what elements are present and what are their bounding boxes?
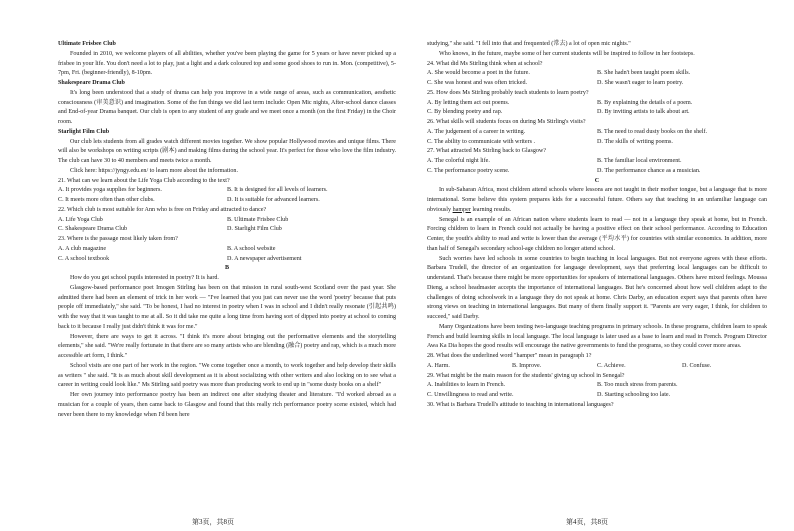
question-23: 23. Where is the passage most likely taken from? [58, 236, 178, 242]
passage-c-paragraph-2: Senegal is an example of an African nation where students learn to read — not in a language they speak at home, but in French. Forcing children to learn in French could not actually be having a positive effect on their school performance. According to Education Center, the youth's ability to read and write is lower than the average (平均水平) for countries with similar economics. In addition, more than half of Senegal's secondary school-age children no longer attend school. [427, 216, 767, 252]
passage-b-paragraph-4: School visits are one part of her work in the region. "We come together once a month, to work together and help develop their skills as writers " she said. "It is as much about skill development as it is about socializing with other writers and also locking on to see what a career in writing could look like." Ms Stirling said poetry was more than producing work to end up in "some dusty books on a shelf" [58, 362, 396, 389]
option-22c: C. Shakespeare Drama Club [58, 226, 128, 233]
option-22d: D. Starlight Film Club [227, 226, 282, 233]
page-number-right: 第4页，共8页 [566, 518, 608, 526]
question-22: 22. Which club is most suitable for Ann who is free on Friday and attracted to dance? [58, 206, 267, 213]
option-27c: C. The performance poetry scene. [427, 167, 510, 174]
option-21b: B. It is designed for all levels of learners. [227, 187, 328, 194]
question-21-options [58, 186, 396, 206]
club3-title: Starlight Film Club [58, 128, 110, 135]
option-24b: B. She hadn't been taught poem skills. [597, 70, 691, 77]
option-28d: D. Confuse. [682, 362, 712, 369]
option-25a: A. By letting them act out poems. [427, 99, 510, 106]
question-29-options [427, 381, 767, 401]
passage-c-paragraph-1-text: In sub-Saharan Africa, most children attend schools where lessons are not taught in their mother tongue, but a language that is more international. Some believe this system prepares kids for a successful future. Others say that teaching in an unfamiliar language can obviously [427, 187, 767, 213]
option-24a: A. She would become a poet in the future. [427, 70, 530, 77]
option-27a: A. The colorful night life. [427, 158, 490, 164]
club1-text: Founded in 2010, we welcome players of all abilities, whether you've been playing the game for 5 years or have never picked up a frisbee in your life. You don't need a lot to play, just a light and a dark coloured top and some good shoes to run in. Mon. (competitive), 5-7pm, Fri. (beginner-friendly), 8-10pm. [58, 50, 396, 77]
option-28a: A. Harm. [427, 362, 450, 369]
option-23d: D. A newspaper advertisement [227, 255, 302, 262]
option-23c: C. A school textbook [58, 255, 110, 262]
passage-b-paragraph-3: However, there are ways to get it across. "I think it's more about bringing out the performative elements and the storytelling elements," she said. "We're really fortunate in that there are so many artists who are blending (融合) poetry and rap, which is a much more accessible art form, I think." [58, 333, 396, 359]
passage-c-paragraph-4: Many Organizations have been testing two-language teaching programs in primary schools. In these programs, children learn to speak French and build learning skills in local language. The local language is later used as a base to learn and read in French. Program Director Awa Ka Dia hopes the good results will encourage the native governments to fund the programs, so they could cover more areas. [427, 323, 767, 350]
option-22b: B. Ultimate Frisbee Club [227, 216, 289, 223]
question-24: 24. What did Ms Stirling think when at school? [427, 60, 543, 67]
question-30: 30. What is Barbara Trudell's attitude to teaching in international languages? [427, 401, 614, 408]
option-21a: A. It provides yoga supplies for beginners. [58, 187, 162, 194]
option-25c: C. By blending poetry and rap. [427, 109, 503, 116]
question-25-options [427, 99, 767, 119]
question-27-options [427, 157, 767, 177]
question-27: 27. What attracted Ms Stirling back to Glasgow? [427, 148, 547, 155]
passage-b-paragraph-5-continued: studying," she said. "I fell into that and frequented (常去) a lot of open mic nights." [427, 41, 631, 47]
option-22a: A. Life Yoga Club [58, 216, 103, 223]
left-page-column [58, 40, 396, 420]
underlined-word-hamper: hamper [452, 206, 471, 213]
question-24-options [427, 69, 767, 89]
question-25: 25. How does Ms Stirling probably teach students to learn poetry? [427, 89, 589, 96]
option-29b: B. Too much stress from parents. [597, 382, 678, 389]
passage-b-paragraph-5: Her own journey into performance poetry has been an indirect one after studying theater and literature. "I'd worked abroad as a musician for a couple of years, then came back to Glasgow and found that this really rich performance poetry scene existed, which had never been there to my knowledge when I'd been here [58, 392, 396, 418]
question-22-options [58, 216, 396, 236]
question-21: 21. What can we learn about the Life Yoga Club according to the text? [58, 177, 230, 184]
option-27b: B. The familiar local environment. [597, 158, 682, 164]
passage-c-paragraph-3: Such worries have led schools in some countries to begin teaching in local languages. But not everyone agrees with these efforts. Barbara Trudell, the director of an organization for language development, says that preferring local languages can be difficult to understand. That's because there might be more opportunities for speakers of international languages. Others have mixed feelings. Moussa Dieng, a school headmaster accepts the importance of international languages. But he's concerned about how well children adapt to the challenges of doing schoolwork in a language they do not speak at home. Chris Darby, an education expert says that parents often have strong views on teaching in international languages. But many of them finally support it. "Parents are very eager, I think, for children to succeed," said Darby. [427, 255, 767, 320]
option-26b: B. The need to read dusty books on the shelf. [597, 128, 708, 135]
option-26a: A. The judgement of a career in writing. [427, 128, 526, 135]
passage-c-paragraph-1 [427, 186, 767, 215]
option-23a: A. A club magazine [58, 245, 107, 252]
club2-title: Shakespeare Drama Club [58, 80, 125, 86]
page-number-left: 第3页，共8页 [192, 518, 234, 526]
question-28: 28. What does the underlined word "hamper" mean in paragraph 1? [427, 353, 592, 359]
club2-text: It's long been understood that a study of drama can help you improve in a wide range of areas, such as communication, aesthetic consciousness (审美意识) and imagination. Some of the fun things we did last term include: Open Mic nights, After-school dance classes and End-of-year Drama banquet. Our club is open to any student of any grade and we meet once a month (on the first Friday) in the Choir room. [58, 89, 396, 125]
option-26c: C. The ability to communicate with writers . [427, 138, 536, 145]
option-25b: B. By explaining the details of a poem. [597, 99, 693, 106]
club1-title: Ultimate Frisbee Club [58, 41, 116, 47]
option-28b: B. Improve. [512, 362, 542, 369]
option-29c: C. Unwillingness to read and write. [427, 392, 514, 398]
club-link-text: Click here: https://jyngy.edu.en/ to learn more about the information. [70, 167, 238, 174]
option-28c: C. Achieve. [597, 362, 626, 369]
option-24d: D. She wasn't eager to learn poetry. [597, 80, 684, 86]
passage-c-paragraph-1-end: learning results. [470, 206, 512, 213]
question-23-options [58, 245, 396, 265]
question-26: 26. What skills will students focus on during Ms Stirling's visits? [427, 119, 586, 125]
option-29d: D. Starting schooling too late. [597, 392, 671, 398]
option-21d: D. It is suitable for advanced learners. [227, 197, 320, 203]
option-27d: D. The performance chance as a musician. [597, 167, 701, 174]
option-25d: D. By inviting artists to talk about art. [597, 109, 690, 116]
passage-b-paragraph-6: Who knows, in the future, maybe some of her current students will be inspired to follow in her footsteps. [439, 50, 695, 57]
question-26-options [427, 128, 767, 148]
option-29a: A. Inabilities to learn in French. [427, 382, 506, 389]
option-21c: C. It meets more often than other clubs. [58, 197, 155, 203]
option-23b: B. A school website [227, 245, 276, 252]
section-c-heading: C [594, 177, 600, 184]
option-24c: C. She was honest and was often tricked. [427, 80, 528, 86]
option-26d: D. The skills of writing poems. [597, 138, 673, 145]
club3-text: Our club lets students from all grades watch different movies together. We show popular Hollywood movies and unique films. There will also be workshops on writing scripts (剧本) and making films during the school year. It's perfect for those who love the film industry. The club can have 30 to 40 members and meets twice a month. [58, 138, 396, 164]
question-29: 29. What might be the main reason for the students' giving up school in Senegal? [427, 372, 625, 379]
right-page-column [427, 40, 767, 411]
passage-b-paragraph-1: How do you get school pupils interested in poetry? It is hard. [70, 275, 219, 281]
question-28-options [427, 362, 767, 372]
passage-b-paragraph-2: Glasgow-based performance poet Imogen Stirling has been on that mission in rural south-west Scotland over the past year. She admitted there had been an element of trick in her work — "I've learned that you just can never use the word 'poetry' because that puts people off immediately," she said. "To be honest, I had no interest in poetry when I was in school and I didn't really resonate (引起共鸣) with the way that it was taught to me at all. So it did take me quite a long time from having sort of dipped into poetry at school to coming back to it because I really just didn't think it was for me." [58, 284, 396, 330]
section-b-heading: B [224, 265, 230, 272]
